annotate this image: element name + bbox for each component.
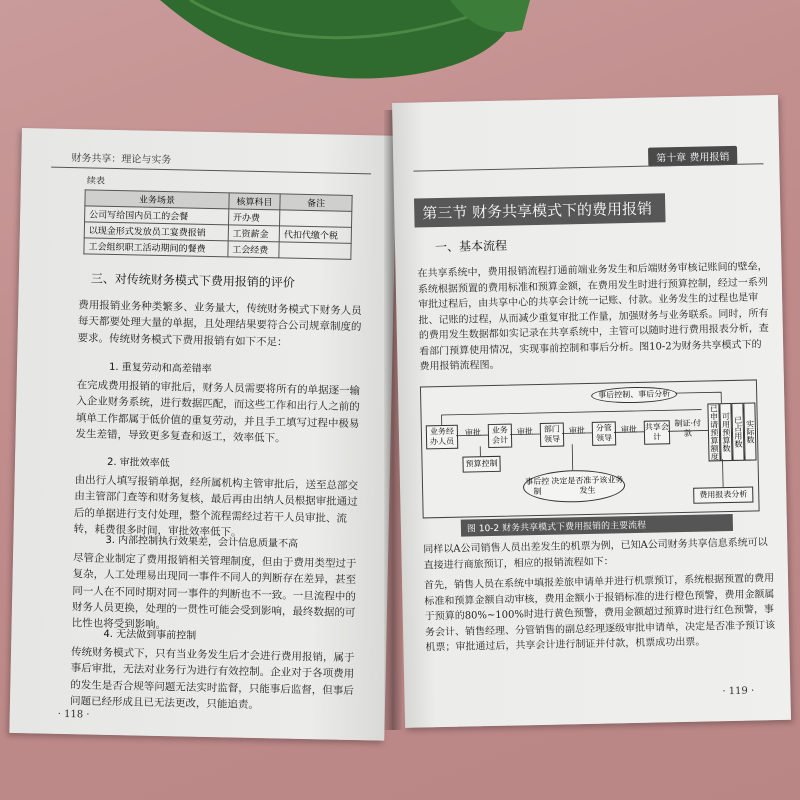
flow-node: 可用预算数: [719, 403, 732, 461]
paragraph-steps: 首先，销售人员在系统中填报差旅申请单并进行机票预订，系统根据预置的费用标准和预算金额自动审核，费用金额小于报销标准的进行橙色预警，费用金额属于预算的80%~100%时进行黄色预警，费用金额超过预算时进行红色预警，事务会计、销售经理、分管销售的副总经理逐级审批申请单，决定是否准予预订该机票；审批通过后，共享会计进行制证并付款，机票成功出票。: [424, 573, 776, 654]
flow-node: 实际数: [743, 402, 756, 460]
flow-node: 共享会计: [644, 420, 670, 445]
subsection-title: 一、基本流程: [434, 238, 508, 255]
subheading-2: 2. 审批效率低: [106, 456, 170, 470]
flow-arrows: [421, 380, 759, 517]
section-title: 第三节 财务共享模式下的费用报销: [414, 193, 666, 227]
flow-node: 业务会计: [488, 424, 512, 448]
table-cell: 公司写给国内员工的会餐: [85, 206, 229, 225]
paragraph-2: 由出行人填写报销单据，经所属机构主管审批后，送至总部交由主管部门查等和财务复核，最后再由出纳人员根据审批通过后的单据进行支付处理，整个流程需经过若干人员审批、流转，耗费很多时间，审批效率低下。: [73, 474, 359, 539]
table-cell: [279, 242, 351, 260]
flow-node: 预算控制: [462, 456, 500, 473]
left-page: [9, 128, 397, 741]
flow-label: 审批: [620, 425, 637, 435]
figure-caption: 图 10-2 财务共享模式下费用报销的主要流程: [461, 514, 733, 537]
intro-paragraph: 费用报销业务种类繁多、业务量大，传统财务模式下财务人员每天都要处理大量的单据，且处理结果要符合公司规章制度的要求。传统财务模式下费用报销有如下不足：: [77, 299, 362, 349]
flow-node: 已申请预算额度: [709, 404, 720, 461]
flow-node: 业务经办人员: [426, 425, 458, 450]
subheading-1: 1. 重复劳动和高差错率: [108, 361, 212, 376]
subheading-3: 3. 内部控制执行效果差，会计信息质量不高: [105, 534, 299, 550]
table-cell: 工会组织职工活动期间的餐费: [84, 238, 228, 257]
expense-table: [83, 189, 352, 260]
right-page: [392, 95, 791, 728]
table-header: 核算科目: [229, 193, 281, 210]
paragraph-basic-flow: 在共享系统中，费用报销流程打通前端业务发生和后端财务审核记账间的壁垒，系统根据预置的费用标准和预算金额，在费用发生时进行预算控制，经过一系列审批过程后，由共享中心的共享会计统一记账、付款。业务发生的过程也是审批、记账的过程，从而减少重复审批工作量，加强财务与业务联系。同时，所有的费用发生数据都如实记录在共享系统中，主管可以随时进行费用报表分析，查看部门预算使用情况，实现事前控制和事后分析。图10-2为财务共享模式下的费用报销流程图。: [417, 261, 769, 373]
header-rule: [51, 167, 371, 175]
flow-node-title: 事后控制: [525, 477, 550, 497]
flow-node-note: 决定是否准予该业务发生: [551, 475, 624, 496]
table-cell: 开办费: [228, 209, 280, 226]
flow-node: 已占用数: [731, 403, 744, 461]
page-number-right: · 119 ·: [722, 685, 755, 698]
header-rule: [413, 163, 763, 171]
running-header: 财务共享：理论与实务: [71, 153, 172, 167]
chapter-badge: 第十章 费用报销: [648, 146, 738, 167]
flow-label: 审批: [516, 427, 534, 437]
flow-label: 制证·付款: [674, 419, 702, 438]
paragraph-1: 在完成费用报销的审批后，财务人员需要将所有的单据逐一输入企业财务系统，进行数据匹配，而这些工作和出行人之前的填单工作都属于低价值的重复劳动，并且手工填写过程中极易发生差错，导致更多复查和返工，效率低下。: [75, 379, 361, 445]
flow-label: 审批: [568, 426, 586, 436]
table-cell: 以现金形式发放员工宴费报销: [84, 222, 228, 241]
table-cell: 工资薪金: [228, 225, 280, 242]
expense-flow-diagram: [420, 379, 760, 518]
table-continuation: 续表: [86, 176, 106, 187]
table-header: 业务场景: [85, 190, 229, 209]
paragraph-3: 尽管企业制定了费用报销相关管理制度，但由于费用类型过于复杂，人工处理易出现同一事件不同人的判断存在差异，甚至同一人在不同时期对同一事件的判断也不一致。一旦流程中的财务人员更换，处理的一贯性可能会受到影响，最终数据的可比性也将受到影响。: [71, 552, 357, 632]
table-cell: 工会经费: [228, 241, 280, 258]
subheading-4: 4. 无法做到事前控制: [103, 628, 197, 642]
flow-node: 部门领导: [540, 422, 564, 446]
table-cell: 代扣代缴个税: [279, 226, 351, 244]
flow-node: 分管领导: [592, 421, 616, 445]
table-cell: [280, 210, 352, 228]
flow-node: 费用报表分析: [693, 487, 753, 504]
flow-node: 事后控制、事后分析: [591, 386, 677, 404]
flow-label: 审批: [464, 428, 482, 438]
table-header: 备注: [280, 194, 352, 212]
section-heading: 三、对传统财务模式下费用报销的评价: [90, 271, 295, 290]
paragraph-4: 传统财务模式下，只有当业务发生后才会进行费用报销，属于事后审批，无法对业务行为进行有效控制。企业对于各项费用的发生是否合规等问题无法实时监督，只能事后监督，但事后问题已经形成且已无法更改，只能追责。: [69, 646, 355, 711]
paragraph-example: 同样以A公司销售人员出差发生的机票为例，已知A公司财务共享信息系统可以直接进行商旅预订，相应的报销流程如下：: [423, 537, 768, 571]
page-number-left: · 118 ·: [57, 708, 90, 721]
